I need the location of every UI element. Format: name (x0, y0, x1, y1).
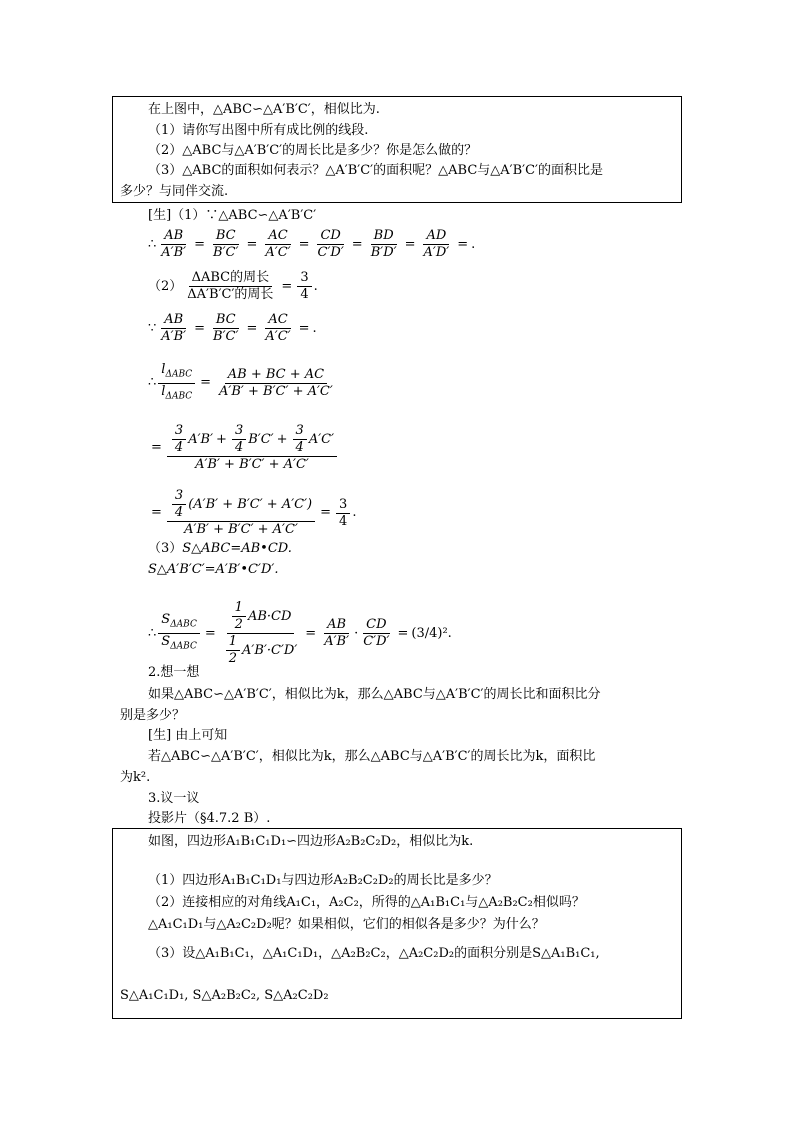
because-equation: ∵ $\frac{AB}{A'B'}$ = $\frac{BC}{B'C'}$ = $\frac{AC}{A'C'}$ = . (148, 312, 317, 344)
box2-q1: （1）四边形A₁B₁C₁D₁与四边形A₂B₂C₂D₂的周长比是多少？ (148, 873, 498, 888)
think-title: 2.想一想 (148, 665, 200, 680)
ratio-term-1: $\frac{AB}{A'B'}$ (161, 228, 187, 260)
box2-intro: 如图，四边形A₁B₁C₁D₁∽四边形A₂B₂C₂D₂，相似比为k. (148, 834, 474, 849)
box1-q2: （2）△ABC与△A′B′C′的周长比是多少？你是怎么做的？ (148, 143, 478, 158)
discuss-projection: 投影片（§4.7.2 B）. (148, 811, 271, 826)
perimeter-fraction: $\frac{\text{ΔABC的周长}}{\text{ΔA′B′C′的周长}}$ (187, 270, 274, 302)
think-ans-a: 若△ABC∽△A′B′C′，相似比为k，那么△ABC与△A′B′C′的周长比为k，面积比 (148, 749, 596, 764)
ratio-term-6: $\frac{AD}{A'D'}$ (423, 228, 450, 260)
ratio-equation: ∴ $\frac{AB}{A'B'}$ = $\frac{BC}{B'C'}$ = $\frac{AC}{A'C'}$ = $\frac{CD}{C'D'}$ = $\frac{BD}{B'D'}$ = $\frac{AD}{A'D'}$ = . (148, 228, 476, 260)
think-q-a: 如果△ABC∽△A′B′C′，相似比为k，那么△ABC与△A′B′C′的周长比和面积比分 (148, 687, 601, 702)
think-q-b: 别是多少？ (120, 708, 186, 723)
ratio-term-5: $\frac{BD}{B'D'}$ (370, 228, 397, 260)
area-label: （3）S△ABC=AB•CD. (148, 541, 292, 556)
area-line-2: S△A′B′C′=A′B′•C′D′. (148, 562, 279, 577)
box1-q3a: （3）△ABC的面积如何表示？△A′B′C′的面积呢？△ABC与△A′B′C′的面积比是 (148, 163, 604, 178)
box2-q3a: （3）设△A₁B₁C₁，△A₁C₁D₁，△A₂B₂C₂，△A₂C₂D₂的面积分别是S△A₁B₁C₁, (148, 946, 600, 961)
power-expression: (3/4)² (411, 625, 448, 641)
box2-q2a: （2）连接相应的对角线A₁C₁，A₂C₂，所得的△A₁B₁C₁与△A₂B₂C₂相似吗？ (148, 895, 585, 910)
box1-q1: （1）请你写出图中所有成比例的线段. (148, 123, 369, 138)
box1-intro: 在上图中，△ABC∽△A′B′C′，相似比为. (148, 102, 380, 117)
discuss-title: 3.议一议 (148, 791, 200, 806)
ratio-term-4: $\frac{CD}{C'D'}$ (317, 228, 344, 260)
ratio-term-2: $\frac{BC}{B'C'}$ (213, 228, 239, 260)
perimeter-sum-equation: ∴ $\frac{l_{\Delta ABC}}{l_{\Delta ABC}}$ = $\frac{AB + BC + AC}{A'B' + B'C' + A'C'}$ (148, 362, 333, 402)
box2-q2b: △A₁C₁D₁与△A₂C₂D₂呢？如果相似，它们的相似各是多少？为什么？ (148, 917, 545, 932)
three-quarters: $\frac{3}{4}$ (297, 270, 311, 303)
box2-q3b: S△A₁C₁D₁, S△A₂B₂C₂, S△A₂C₂D₂ (120, 988, 329, 1003)
perimeter-ratio: （2） $\frac{\text{ΔABC的周长}}{\text{ΔA′B′C′的周长}}$ = $\frac{3}{4}$ . (148, 270, 318, 302)
think-ans-b: 为k². (120, 770, 151, 785)
area-ratio-equation: ∴ $\frac{S_{\Delta ABC}}{S_{\Delta ABC}}$ = $\frac{1}{2}$ AB·CD $\frac{1}{2}$ A′B′·C′D′ = $\frac{AB}{A'B'}$ · $\frac{CD}{C'D'}$ = (3/4)² . (148, 600, 452, 666)
box1-q3b: 多少？与同伴交流. (120, 184, 229, 199)
think-ans-head: [生] 由上可知 (148, 728, 228, 743)
factored-sum: = $\frac{3}{4}$ (A′B′ + B′C′ + A′C′) A′B′ + B′C′ + A′C′ = $\frac{3}{4}$ . (151, 488, 357, 537)
substituted-sum: = $\frac{3}{4}$ A′B′ + $\frac{3}{4}$ B′C′ + $\frac{3}{4}$ A′C′ A′B′ + B′C′ + A′C′ (148, 423, 339, 473)
therefore-symbol: ∴ (148, 236, 157, 252)
answer-head: [生]（1）∵△ABC∽△A′B′C′ (148, 208, 317, 223)
ratio-term-3: $\frac{AC}{A'C'}$ (265, 228, 291, 260)
